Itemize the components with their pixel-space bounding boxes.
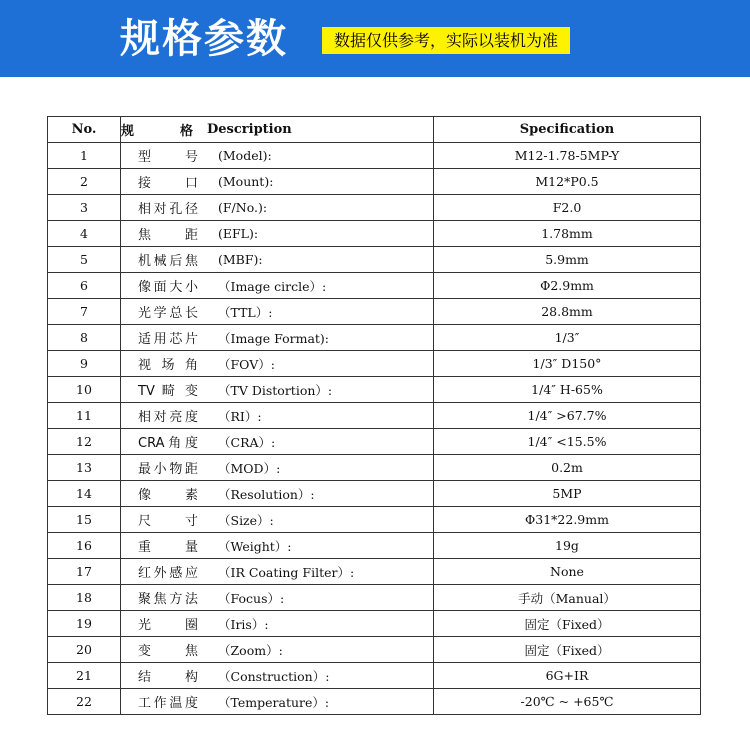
row-number: 21	[48, 663, 121, 689]
row-specification: None	[434, 559, 701, 585]
row-number: 14	[48, 481, 121, 507]
description-en: （TTL）:	[218, 304, 273, 320]
row-specification: 1/4″ H-65%	[434, 377, 701, 403]
row-description	[121, 195, 434, 221]
row-description	[121, 611, 434, 637]
description-en: （Construction）:	[218, 668, 330, 684]
row-specification: 5.9mm	[434, 247, 701, 273]
row-number: 7	[48, 299, 121, 325]
table-row	[48, 143, 701, 169]
row-description	[121, 247, 434, 273]
table-row	[48, 637, 701, 663]
row-specification: M12-1.78-5MP-Y	[434, 143, 701, 169]
description-zh: TV 畸 变	[138, 384, 198, 399]
page-title: 规格参数	[120, 16, 288, 62]
description-en: （TV Distortion）:	[218, 382, 333, 398]
row-description	[121, 481, 434, 507]
row-specification: 5MP	[434, 481, 701, 507]
spec-table-body	[48, 143, 701, 715]
description-zh: 聚焦方法	[138, 592, 198, 607]
header-banner	[0, 0, 750, 77]
description-zh: 像面大小	[138, 280, 198, 295]
row-specification: 固定（Fixed）	[434, 637, 701, 663]
row-specification: -20℃ ~ +65℃	[434, 689, 701, 715]
row-number: 12	[48, 429, 121, 455]
table-row	[48, 611, 701, 637]
table-row	[48, 403, 701, 429]
table-row	[48, 273, 701, 299]
row-description	[121, 637, 434, 663]
description-en: (Model):	[218, 148, 272, 163]
description-zh: 机械后焦	[138, 254, 198, 269]
description-en: （Weight）:	[218, 538, 292, 554]
description-zh: 结 构	[138, 670, 198, 685]
description-en: （RI）:	[218, 408, 262, 424]
description-zh: 适用芯片	[138, 332, 198, 347]
row-number: 3	[48, 195, 121, 221]
row-specification: 1/3″	[434, 325, 701, 351]
description-en: (F/No.):	[218, 200, 268, 215]
table-row	[48, 299, 701, 325]
description-en: （MOD）:	[218, 460, 281, 476]
table-row	[48, 663, 701, 689]
row-description	[121, 325, 434, 351]
row-description	[121, 351, 434, 377]
row-specification: 6G+IR	[434, 663, 701, 689]
row-specification: 1.78mm	[434, 221, 701, 247]
spec-table	[47, 116, 701, 715]
row-specification: 1/3″ D150°	[434, 351, 701, 377]
table-header-row	[48, 117, 701, 143]
row-number: 9	[48, 351, 121, 377]
table-row	[48, 481, 701, 507]
table-row	[48, 221, 701, 247]
description-en: （CRA）:	[218, 434, 276, 450]
row-specification: 1/4″ >67.7%	[434, 403, 701, 429]
description-zh: CRA角度	[138, 436, 198, 451]
row-number: 13	[48, 455, 121, 481]
description-zh: 焦 距	[138, 228, 198, 243]
table-row	[48, 507, 701, 533]
table-row	[48, 559, 701, 585]
row-number: 2	[48, 169, 121, 195]
row-specification: 19g	[434, 533, 701, 559]
row-specification: Φ2.9mm	[434, 273, 701, 299]
description-zh: 光 圈	[138, 618, 198, 633]
row-description	[121, 299, 434, 325]
table-row	[48, 429, 701, 455]
row-number: 17	[48, 559, 121, 585]
row-description	[121, 585, 434, 611]
description-en: (EFL):	[218, 226, 259, 241]
header-no: No.	[48, 117, 121, 143]
row-specification: M12*P0.5	[434, 169, 701, 195]
description-en: (MBF):	[218, 252, 263, 267]
description-en: （Size）:	[218, 512, 274, 528]
description-zh: 相对孔径	[138, 202, 198, 217]
row-description	[121, 533, 434, 559]
description-en: （Image Format):	[218, 330, 330, 346]
row-description	[121, 273, 434, 299]
description-en: （FOV）:	[218, 356, 275, 372]
table-row	[48, 169, 701, 195]
row-number: 6	[48, 273, 121, 299]
header-description	[121, 117, 434, 143]
row-specification: 0.2m	[434, 455, 701, 481]
row-description	[121, 429, 434, 455]
description-zh: 像 素	[138, 488, 198, 503]
row-description	[121, 403, 434, 429]
row-specification: 1/4″ <15.5%	[434, 429, 701, 455]
row-description	[121, 559, 434, 585]
row-description	[121, 663, 434, 689]
row-description	[121, 377, 434, 403]
table-row	[48, 689, 701, 715]
row-number: 5	[48, 247, 121, 273]
row-number: 15	[48, 507, 121, 533]
description-en: （Zoom）:	[218, 642, 283, 658]
description-en: （Focus）:	[218, 590, 285, 606]
row-number: 10	[48, 377, 121, 403]
disclaimer-note: 数据仅供参考，实际以装机为准	[322, 27, 570, 54]
row-description	[121, 689, 434, 715]
row-number: 11	[48, 403, 121, 429]
table-row	[48, 247, 701, 273]
header-description-zh: 规 格	[121, 124, 193, 139]
row-description	[121, 507, 434, 533]
description-en: （IR Coating Filter）:	[218, 564, 355, 580]
table-row	[48, 195, 701, 221]
description-zh: 相对亮度	[138, 410, 198, 425]
description-zh: 工作温度	[138, 696, 198, 711]
row-specification: 固定（Fixed）	[434, 611, 701, 637]
description-en: （Iris）:	[218, 616, 269, 632]
description-zh: 视 场 角	[138, 358, 198, 373]
row-number: 16	[48, 533, 121, 559]
row-description	[121, 169, 434, 195]
row-number: 19	[48, 611, 121, 637]
table-row	[48, 325, 701, 351]
description-en: （Resolution）:	[218, 486, 315, 502]
row-description	[121, 143, 434, 169]
header-specification: Specification	[434, 117, 701, 143]
row-specification: 手动（Manual）	[434, 585, 701, 611]
row-specification: F2.0	[434, 195, 701, 221]
description-zh: 重 量	[138, 540, 198, 555]
row-specification: Φ31*22.9mm	[434, 507, 701, 533]
row-specification: 28.8mm	[434, 299, 701, 325]
description-zh: 尺 寸	[138, 514, 198, 529]
description-en: （Image circle）:	[218, 278, 327, 294]
description-zh: 变 焦	[138, 644, 198, 659]
description-zh: 接 口	[138, 176, 198, 191]
row-number: 22	[48, 689, 121, 715]
table-row	[48, 585, 701, 611]
description-zh: 型 号	[138, 150, 198, 165]
table-row	[48, 351, 701, 377]
row-number: 4	[48, 221, 121, 247]
description-zh: 红外感应	[138, 566, 198, 581]
row-number: 20	[48, 637, 121, 663]
table-row	[48, 377, 701, 403]
table-row	[48, 533, 701, 559]
row-description	[121, 221, 434, 247]
row-description	[121, 455, 434, 481]
row-number: 8	[48, 325, 121, 351]
row-number: 1	[48, 143, 121, 169]
header-description-en: Description	[207, 122, 292, 137]
table-row	[48, 455, 701, 481]
description-zh: 光学总长	[138, 306, 198, 321]
description-en: （Temperature）:	[218, 694, 330, 710]
row-number: 18	[48, 585, 121, 611]
description-en: (Mount):	[218, 174, 274, 189]
description-zh: 最小物距	[138, 462, 198, 477]
